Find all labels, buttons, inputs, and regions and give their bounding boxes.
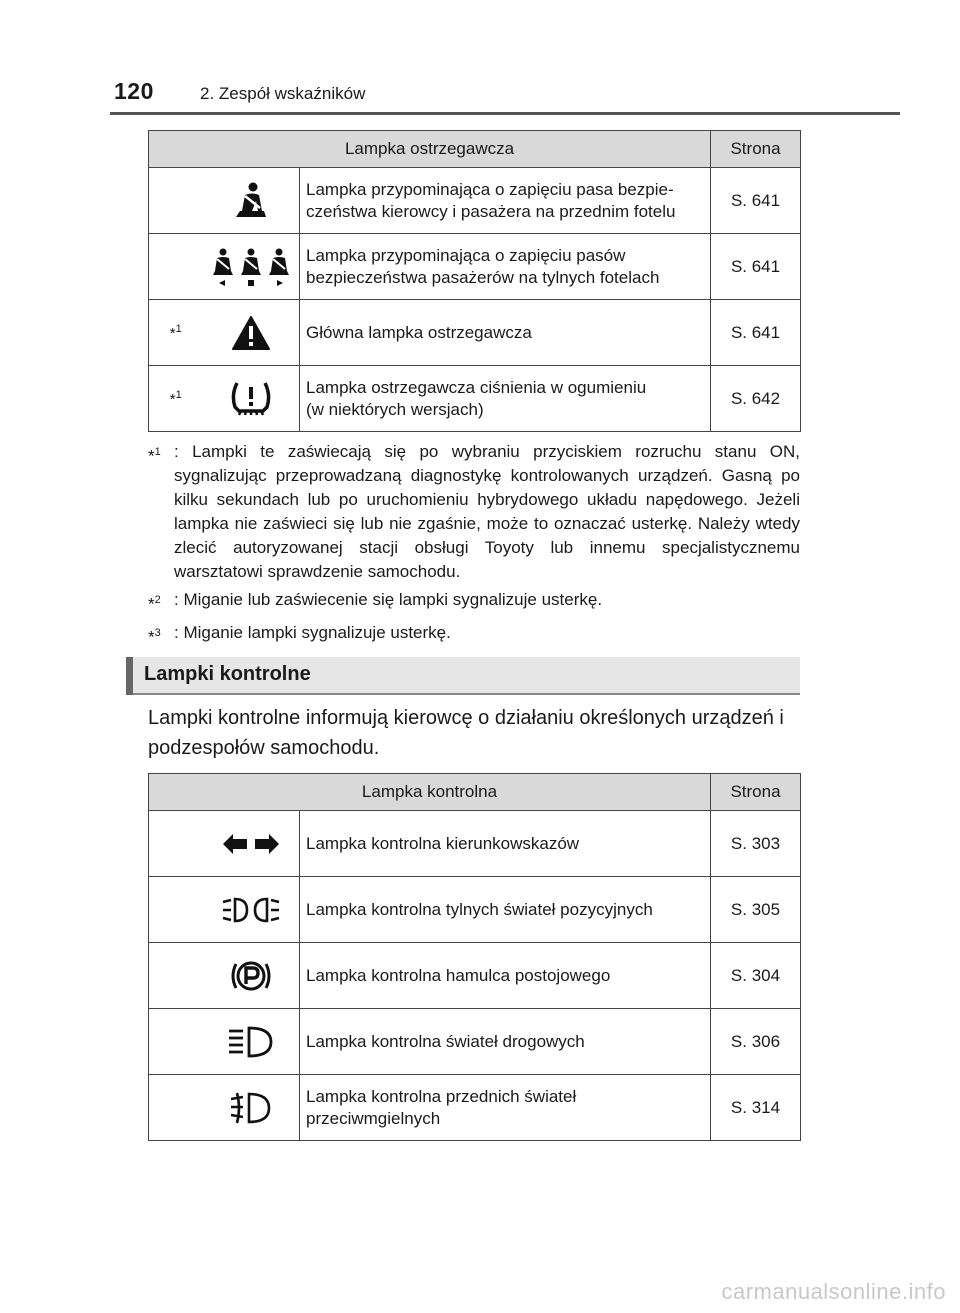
row-note	[149, 168, 203, 234]
footnote-3: *$^3$ : Miganie lampki sygnalizuje usterkę.	[148, 622, 451, 647]
table-row	[149, 1075, 801, 1141]
seatbelt-rear-icon	[203, 234, 300, 300]
row-page-ref: S. 642	[711, 366, 801, 432]
row-page-ref: S. 303	[711, 811, 801, 877]
row-page-ref: S. 306	[711, 1009, 801, 1075]
row-page-ref: S. 641	[711, 168, 801, 234]
seatbelt-front-icon	[203, 168, 300, 234]
column-header-page: Strona	[711, 774, 801, 811]
parking-brake-icon	[203, 943, 300, 1009]
row-description: Lampka przypominająca o zapięciu pasów bezpieczeństwa pasażerów na tylnych fotelach	[300, 234, 711, 300]
row-description: Lampka kontrolna przednich świateł przeciwmgielnych	[300, 1075, 711, 1141]
row-description: Lampka kontrolna tylnych świateł pozycyjnych	[300, 877, 711, 943]
row-note: *$^1$	[149, 366, 203, 432]
table-row	[149, 943, 801, 1009]
table-row	[149, 168, 801, 234]
row-description: Lampka ostrzegawcza ciśnienia w ogumieniu (w niektórych wersjach)	[300, 366, 711, 432]
header-rule	[110, 112, 900, 115]
turn-signal-icon	[203, 811, 300, 877]
indicator-lamp-table	[148, 773, 801, 1141]
table-row	[149, 811, 801, 877]
row-description: Lampka kontrolna hamulca postojowego	[300, 943, 711, 1009]
row-note	[149, 1075, 203, 1141]
table-header-row	[149, 131, 801, 168]
page-number: 120	[114, 78, 154, 104]
row-note	[149, 811, 203, 877]
row-description: Lampka kontrolna świateł drogowych	[300, 1009, 711, 1075]
column-header-lamp: Lampka kontrolna	[149, 774, 711, 811]
intro-paragraph: Lampki kontrolne informują kierowcę o działaniu określonych urządzeń i podzespołów samochodu.	[148, 707, 784, 759]
row-note	[149, 877, 203, 943]
row-note	[149, 1009, 203, 1075]
row-description: Główna lampka ostrzegawcza	[300, 300, 711, 366]
table-row	[149, 1009, 801, 1075]
row-note	[149, 234, 203, 300]
subsection-header	[126, 657, 800, 695]
row-page-ref: S. 641	[711, 234, 801, 300]
subsection-bar	[126, 657, 133, 695]
warning-lamp-table	[148, 130, 801, 432]
tail-light-icon	[203, 877, 300, 943]
table-row	[149, 877, 801, 943]
row-page-ref: S. 304	[711, 943, 801, 1009]
row-description: Lampka przypominająca o zapięciu pasa bezpie- czeństwa kierowcy i pasażera na przednim fotelu	[300, 168, 711, 234]
footnote-1: *$^1$ : Lampki te zaświecają się po wybraniu przyciskiem rozruchu stanu ON, sygnalizując przeprowadzaną diagnostykę kontrolowanych urządzeń. Gasną po kilku sekundach lub po uruchomieniu hybrydowego układu napędowego. Jeżeli lampka nie zaświeci się lub nie zgaśnie, może to oznaczać usterkę. Należy wtedy zlecić autoryzowanej stacji obsługi Toyoty lub innemu specjalistycznemu warsztatowi sprawdzenie samochodu.	[148, 442, 800, 581]
master-warning-icon	[203, 300, 300, 366]
table-header-row	[149, 774, 801, 811]
row-note: *$^1$	[149, 300, 203, 366]
high-beam-icon	[203, 1009, 300, 1075]
table-row	[149, 234, 801, 300]
column-header-page: Strona	[711, 131, 801, 168]
section-title: 2. Zespół wskaźników	[200, 84, 366, 103]
column-header-lamp: Lampka ostrzegawcza	[149, 131, 711, 168]
tire-pressure-icon	[203, 366, 300, 432]
row-page-ref: S. 641	[711, 300, 801, 366]
front-fog-light-icon	[203, 1075, 300, 1141]
watermark: carmanualsonline.info	[721, 1279, 946, 1304]
subsection-title: Lampki kontrolne	[144, 663, 311, 685]
page-header	[110, 78, 900, 112]
footnotes	[148, 440, 800, 653]
table-row	[149, 366, 801, 432]
row-page-ref: S. 305	[711, 877, 801, 943]
footnote-2: *$^2$ : Miganie lub zaświecenie się lampki sygnalizuje usterkę.	[148, 590, 603, 614]
row-page-ref: S. 314	[711, 1075, 801, 1141]
row-note	[149, 943, 203, 1009]
row-description: Lampka kontrolna kierunkowskazów	[300, 811, 711, 877]
table-row	[149, 300, 801, 366]
